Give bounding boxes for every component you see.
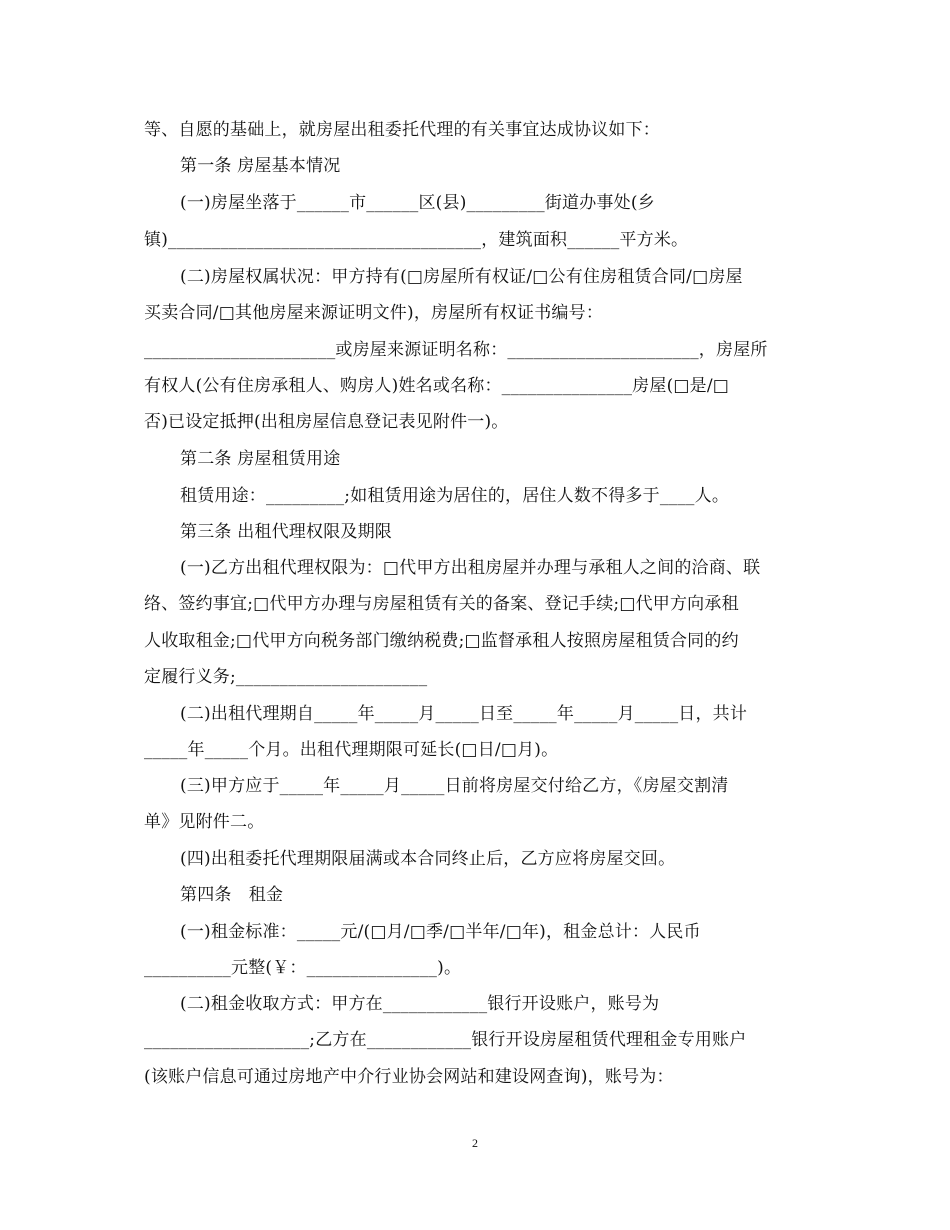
text-line: 有权人(公有住房承租人、购房人)姓名或名称：_______________房屋(□是/□	[144, 376, 730, 396]
text-line: 单》见附件二。	[144, 812, 265, 832]
text-line: (一)租金标准：_____元/(□月/□季/□半年/□年)，租金总计：人民币	[180, 922, 701, 942]
section-heading: 第一条 房屋基本情况	[180, 156, 341, 176]
text-line: (一)房屋坐落于______市______区(县)_________街道办事处(乡	[180, 193, 655, 213]
section-heading: 第三条 出租代理权限及期限	[180, 522, 393, 542]
text-line: (二)出租代理期自_____年_____月_____日至_____年_____月_____日，共计	[180, 704, 748, 724]
text-line: __________元整(￥：_______________)。	[144, 958, 462, 978]
text-line: ___________________;乙方在____________银行开设房屋租赁代理租金专用账户	[144, 1030, 747, 1050]
text-line: 否)已设定抵押(出租房屋信息登记表见附件一)。	[144, 412, 509, 432]
page-number: 2	[472, 1136, 478, 1150]
section-heading: 第二条 房屋租赁用途	[180, 449, 341, 469]
text-line: ______________________或房屋来源证明名称：______________________，房屋所	[144, 340, 768, 360]
text-line: 定履行义务;______________________	[144, 667, 428, 687]
text-line: (二)租金收取方式：甲方在____________银行开设账户，账号为	[180, 994, 660, 1014]
text-line: 镇)____________________________________，建筑面积______平方米。	[144, 230, 689, 250]
text-line: (一)乙方出租代理权限为：□代甲方出租房屋并办理与承租人之间的洽商、联	[180, 558, 761, 578]
text-line: _____年_____个月。出租代理期限可延长(□日/□月)。	[144, 740, 559, 760]
text-line: 络、签约事宜;□代甲方办理与房屋租赁有关的备案、登记手续;□代甲方向承租	[144, 594, 739, 614]
section-heading: 第四条 租金	[180, 885, 284, 905]
text-line: 买卖合同/□其他房屋来源证明文件)，房屋所有权证书编号：	[144, 303, 604, 323]
text-line: 租赁用途：_________;如租赁用途为居住的，居住人数不得多于____人。	[180, 486, 730, 506]
text-line: 等、自愿的基础上，就房屋出租委托代理的有关事宜达成协议如下：	[144, 120, 660, 140]
text-line: 人收取租金;□代甲方向税务部门缴纳税费;□监督承租人按照房屋租赁合同的约	[144, 631, 739, 651]
text-line: (四)出租委托代理期限届满或本合同终止后，乙方应将房屋交回。	[180, 849, 676, 869]
text-line: (该账户信息可通过房地产中介行业协会网站和建设网查询)，账号为：	[144, 1067, 674, 1087]
text-line: (二)房屋权属状况：甲方持有(□房屋所有权证/□公有住房租赁合同/□房屋	[180, 267, 743, 287]
text-line: (三)甲方应于_____年_____月_____日前将房屋交付给乙方，《房屋交割清	[180, 776, 729, 796]
